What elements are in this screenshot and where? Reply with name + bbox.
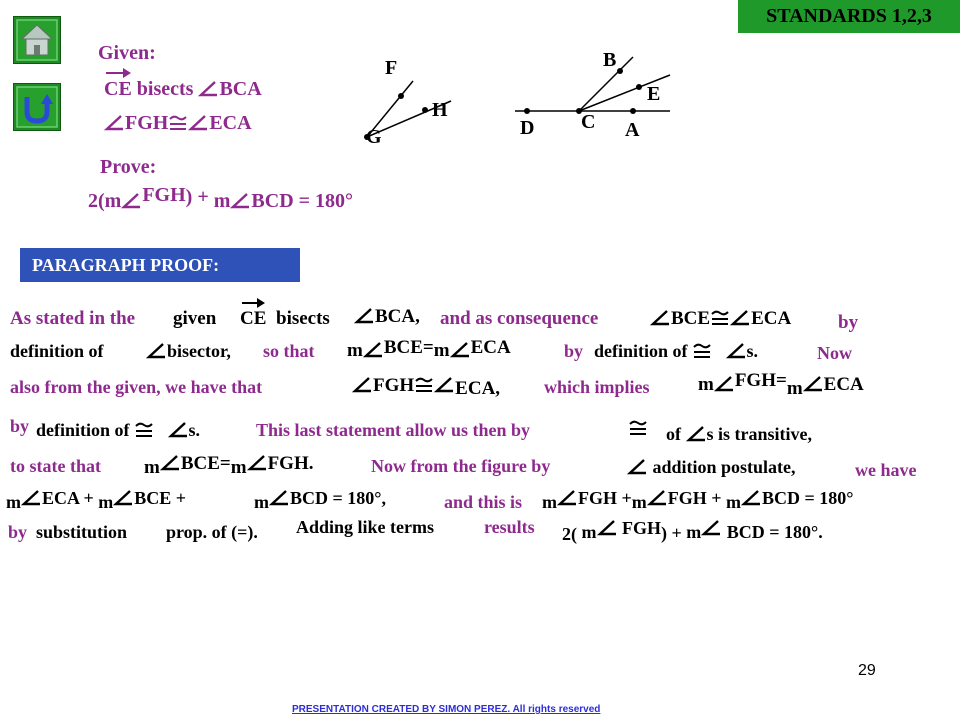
label-h: H xyxy=(432,99,448,121)
given-line-1 xyxy=(104,78,262,101)
proof-r6-h xyxy=(542,488,854,512)
proof-r2-d xyxy=(347,337,511,362)
home-icon xyxy=(14,17,60,63)
proof-r6-a xyxy=(6,488,187,512)
angle-icon xyxy=(146,343,166,359)
proof-r5-a: to state that xyxy=(10,456,101,476)
angle-icon xyxy=(803,376,823,392)
congruent-icon xyxy=(168,113,188,131)
proof-r3-d: which implies xyxy=(544,377,650,397)
angle-icon xyxy=(730,310,750,326)
definition-text: definition of xyxy=(36,420,130,440)
proof-r4-e xyxy=(666,424,812,445)
m-text: m xyxy=(144,457,160,478)
angle-icon xyxy=(726,343,746,359)
proof-r7-f xyxy=(562,518,823,544)
m-text: m xyxy=(786,378,803,399)
angle-icon xyxy=(354,308,374,324)
angle-icon xyxy=(627,459,647,475)
angle-fgh-text: FGH + xyxy=(667,488,722,508)
proof-r2-h: by xyxy=(564,341,584,361)
proof-r2-c: so that xyxy=(263,341,315,361)
angle-icon xyxy=(21,490,41,506)
congruent-icon xyxy=(414,375,434,393)
congruent-icon xyxy=(692,341,712,359)
proof-r7-b: substitution xyxy=(36,522,128,542)
figure-bca xyxy=(515,45,680,145)
proof-r1-a: As stated in the xyxy=(10,308,136,329)
of-text: of xyxy=(666,424,681,444)
m-text: m xyxy=(6,492,21,512)
standards-banner: STANDARDS 1,2,3 xyxy=(738,0,960,33)
angle-icon xyxy=(701,520,721,536)
footer-link[interactable]: PRESENTATION CREATED BY SIMON PEREZ. All rights reserved xyxy=(292,704,601,715)
m-text: m xyxy=(347,340,363,361)
angle-icon xyxy=(121,193,141,209)
angle-icon xyxy=(557,490,577,506)
prove-open: 2(m xyxy=(88,190,122,212)
prove-close: ) + xyxy=(185,186,209,208)
given-title: Given: xyxy=(98,42,156,64)
given-angle-fgh: FGH xyxy=(125,112,169,134)
m-text: m xyxy=(581,522,597,542)
m-text: m xyxy=(433,340,450,361)
bisector-text: bisector, xyxy=(167,341,231,361)
angle-bcd-text: BCD = 180° xyxy=(762,488,854,508)
angles-text: s. xyxy=(746,341,759,361)
proof-r4-b xyxy=(36,420,200,441)
angle-bce-text: BCE= xyxy=(383,337,434,358)
label-a: A xyxy=(625,119,640,141)
proof-r1-e: and as consequence xyxy=(440,308,599,329)
angle-bce-text: BCE + xyxy=(134,488,187,508)
angle-fgh-text: FGH + xyxy=(578,488,632,508)
label-e: E xyxy=(647,83,661,105)
proof-r1-h: by xyxy=(838,312,859,333)
angle-icon xyxy=(686,426,706,442)
angle-icon xyxy=(168,422,188,438)
m-text: m xyxy=(631,492,647,512)
given-line-2 xyxy=(104,112,252,135)
angle-icon xyxy=(230,193,250,209)
angle-fgh-text: FGH. xyxy=(267,453,314,474)
m-text: m xyxy=(98,492,114,512)
angle-icon xyxy=(741,490,761,506)
angle-bca-text: BCA, xyxy=(375,306,420,327)
angle-icon xyxy=(104,115,124,131)
angle-icon xyxy=(269,490,289,506)
proof-r3-e xyxy=(698,370,864,399)
angle-icon xyxy=(113,490,133,506)
return-button[interactable] xyxy=(13,83,61,131)
proof-r2-i xyxy=(594,341,758,362)
proof-r7-a: by xyxy=(8,522,28,542)
angle-fgh-text: FGH xyxy=(373,375,415,396)
proof-r3-a: also from the given, we have that xyxy=(10,377,263,397)
angles-text: s. xyxy=(188,420,201,440)
proof-r5-h: we have xyxy=(855,460,917,480)
angle-bce-text: BCE= xyxy=(180,453,231,474)
proof-r1-f xyxy=(650,308,791,330)
proof-r7-d: Adding like terms xyxy=(296,517,435,537)
m-text: m xyxy=(254,492,269,512)
prove-title: Prove: xyxy=(100,156,157,178)
addition-postulate-text: addition postulate, xyxy=(652,457,796,477)
angle-fgh-text: FGH xyxy=(622,518,661,538)
angle-bce-text: BCE xyxy=(671,308,711,329)
proof-r6-e xyxy=(254,488,386,512)
angle-icon xyxy=(434,377,454,393)
congruent-icon xyxy=(134,420,154,438)
label-b: B xyxy=(603,49,617,71)
angle-icon xyxy=(352,377,372,393)
proof-r5-g xyxy=(627,457,796,478)
angle-icon xyxy=(714,376,734,392)
angle-icon xyxy=(647,490,667,506)
m-text: m xyxy=(230,457,247,478)
angle-bcd-text: BCD = 180°. xyxy=(726,522,823,542)
proof-r2-a: definition of xyxy=(10,341,104,361)
label-g: G xyxy=(366,126,382,148)
label-d: D xyxy=(520,117,535,139)
definition-text: definition of xyxy=(594,341,688,361)
close-paren-text: ) + xyxy=(661,523,682,543)
proof-r1-c: bisects xyxy=(276,308,330,329)
m-text: m xyxy=(542,492,557,512)
prove-m: m xyxy=(213,190,231,212)
angle-bcd-text: BCD = 180°, xyxy=(290,488,386,508)
angle-icon xyxy=(363,342,383,358)
proof-r1-b: given xyxy=(173,308,217,329)
ray-ce: CE xyxy=(104,78,132,100)
angle-icon xyxy=(247,455,267,471)
angle-icon xyxy=(188,115,208,131)
prove-angle-fgh: FGH xyxy=(142,184,186,206)
proof-r5-f: Now from the figure by xyxy=(371,456,551,476)
proof-r4-a: by xyxy=(10,416,30,436)
angle-icon xyxy=(650,310,670,326)
paragraph-proof-heading: PARAGRAPH PROOF: xyxy=(20,248,300,282)
proof-r1-ray xyxy=(240,308,266,330)
angle-eca-text: ECA + xyxy=(42,488,94,508)
m-text: m xyxy=(698,374,714,395)
congruent-icon xyxy=(628,418,648,436)
given-bisects-text: bisects xyxy=(136,78,194,100)
given-angle-bca: BCA xyxy=(219,78,262,100)
ray-ce: CE xyxy=(240,308,267,329)
proof-r5-b xyxy=(144,453,314,478)
prove-angle-bcd: BCD = 180° xyxy=(251,190,354,212)
angle-icon xyxy=(198,81,218,97)
congruent-icon xyxy=(710,308,730,326)
label-f: F xyxy=(385,57,398,79)
home-button[interactable] xyxy=(13,16,61,64)
angle-eca-text: ECA xyxy=(823,374,864,395)
proof-r4-d: This last statement allow us then by xyxy=(256,420,531,440)
proof-r3-b xyxy=(352,375,500,397)
angle-eca-text: ECA, xyxy=(455,378,501,399)
angle-icon xyxy=(160,455,180,471)
page-number: 29 xyxy=(858,662,876,679)
proof-r7-e: results xyxy=(484,517,535,537)
proof-r2-k: Now xyxy=(817,343,852,363)
label-c: C xyxy=(581,111,596,133)
open-paren-text: 2( xyxy=(562,524,577,544)
figure-fgh xyxy=(355,55,465,155)
return-icon xyxy=(14,84,60,130)
angle-icon xyxy=(450,342,470,358)
angle-fgh-text: FGH= xyxy=(734,370,787,391)
angle-eca-text: ECA xyxy=(470,337,511,358)
proof-r6-g: and this is xyxy=(444,492,523,512)
proof-r7-c: prop. of (=). xyxy=(166,522,258,542)
given-angle-eca: ECA xyxy=(209,112,252,134)
m-text: m xyxy=(686,522,702,542)
prove-statement xyxy=(88,184,354,213)
proof-r4-congruent xyxy=(628,418,648,439)
transitive-text: s is transitive, xyxy=(706,424,812,444)
proof-r2-b xyxy=(146,341,231,362)
proof-r1-d xyxy=(354,306,420,328)
angle-icon xyxy=(597,520,617,536)
angle-eca-text: ECA xyxy=(751,308,792,329)
m-text: m xyxy=(726,492,742,512)
